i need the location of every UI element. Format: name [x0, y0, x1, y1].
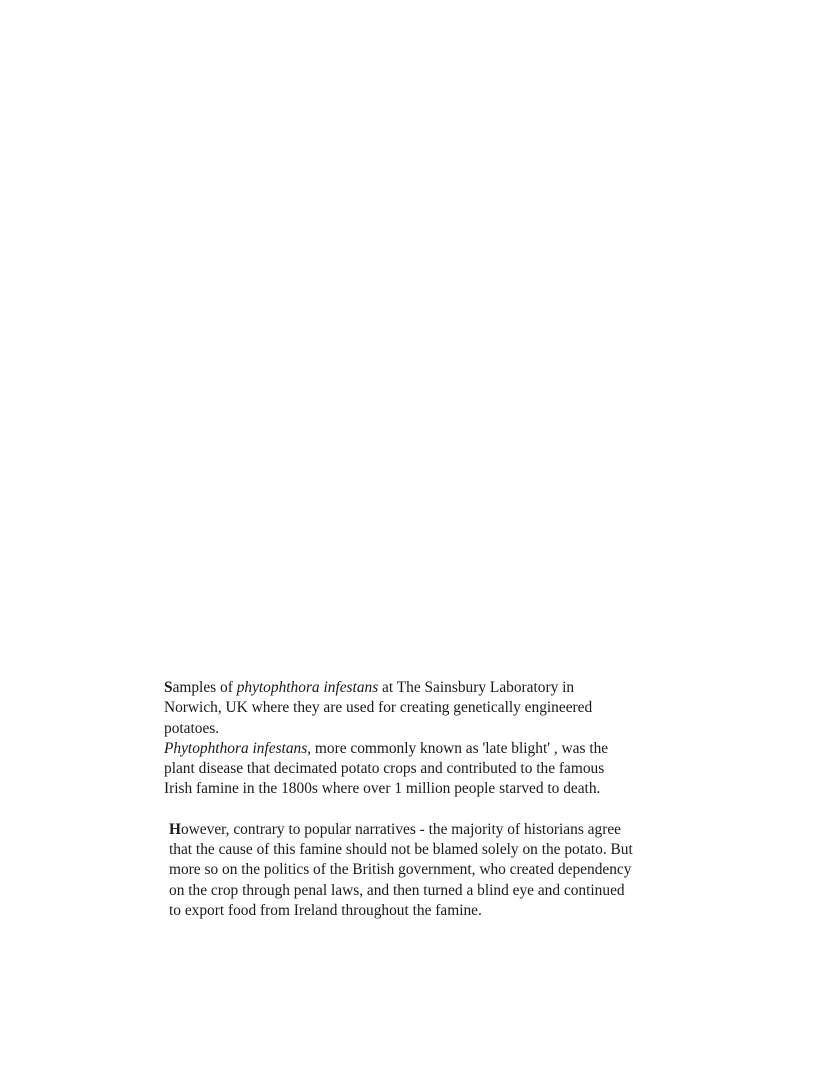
caption-lead-letter: S — [164, 679, 173, 696]
caption-lead-text: amples of — [172, 679, 237, 696]
famine-politics-text: owever, contrary to popular narratives - the majority of historians agree that the cause of this famine should not be blamed solely on the potato. But more so on the politics of the British government, who created dependency on the crop through penal laws, and then turned a blind eye and continued to export food from Ireland throughout the famine. — [169, 820, 633, 919]
paragraph-spacer — [164, 800, 634, 820]
late-blight-text: more commonly known as 'late blight' , was the plant disease that decimated potato crops and contributed to the famous Irish famine in the 1800s where over 1 million people starved to death. — [164, 739, 609, 798]
body-text — [164, 678, 634, 921]
famine-lead-letter: H — [169, 820, 181, 838]
late-blight-paragraph — [164, 739, 634, 800]
caption-text: at The Sainsbury Laboratory in Norwich, UK where they are used for creating genetically engineered potatoes. — [164, 679, 593, 737]
caption-paragraph — [164, 678, 634, 739]
species-name-italic: Phytophthora infestans, — [164, 739, 312, 757]
famine-politics-paragraph — [164, 820, 634, 921]
species-name: phytophthora infestans — [236, 679, 379, 696]
